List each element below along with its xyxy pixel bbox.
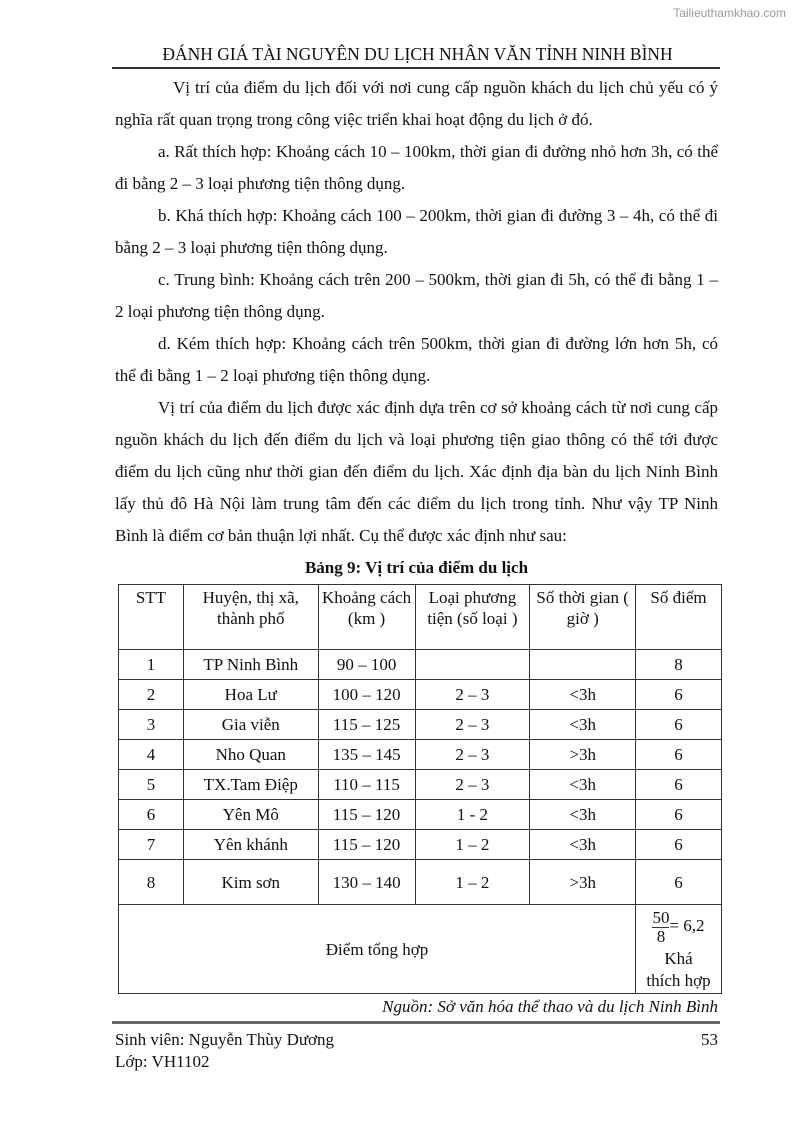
table-cell: 2 – 3 [415,740,530,770]
table-cell: 115 – 120 [318,800,415,830]
table-source: Nguồn: Sở văn hóa thể thao và du lịch Ninh Bình [382,997,718,1016]
table-cell: Gia viễn [183,710,318,740]
table-cell: <3h [530,770,636,800]
table-cell: Nho Quan [183,740,318,770]
table-cell: 3 [119,710,184,740]
page-number: 53 [701,1030,718,1049]
watermark: Tailieuthamkhao.com [673,6,786,20]
table-cell: 6 [636,830,722,860]
table-row [119,860,722,905]
summary-formula [652,908,705,946]
header-rule [112,67,720,69]
table-cell: 5 [119,770,184,800]
table-cell: 115 – 125 [318,710,415,740]
table-row [119,650,722,680]
table-cell: 100 – 120 [318,680,415,710]
table-cell [415,650,530,680]
table-cell: 1 - 2 [415,800,530,830]
table-cell: 130 – 140 [318,860,415,905]
table-cell: Yên khánh [183,830,318,860]
paragraph: d. Kém thích hợp: Khoảng cách trên 500km, thời gian đi đường lớn hơn 5h, có thể đi bằng 1 – 2 loại phương tiện thông dụng. [115,334,718,385]
column-header: Khoảng cách (km ) [318,585,415,650]
table-cell: 4 [119,740,184,770]
table-cell: 2 – 3 [415,680,530,710]
table-cell: <3h [530,710,636,740]
table-cell: <3h [530,680,636,710]
footer [115,1029,718,1073]
footer-student: Sinh viên: Nguyễn Thùy Dương [115,1030,335,1049]
table-cell [530,650,636,680]
table-row [119,680,722,710]
summary-rating: Khá thích hợp [646,949,711,990]
table-cell: <3h [530,800,636,830]
table-cell: Yên Mô [183,800,318,830]
table-cell: 2 [119,680,184,710]
page-content [115,72,722,1073]
table-cell: 115 – 120 [318,830,415,860]
table-cell: 1 – 2 [415,830,530,860]
paragraph: c. Trung bình: Khoảng cách trên 200 – 500km, thời gian đi 5h, có thể đi bằng 1 – 2 loại phương tiện thông dụng. [115,270,718,321]
table-cell: 90 – 100 [318,650,415,680]
paragraph: Vị trí của điểm du lịch được xác định dựa trên cơ sở khoảng cách từ nơi cung cấp nguồn khách du lịch đến điểm du lịch và loại phương tiện giao thông có thể tới được điểm du lịch cũng như thời gian đến điểm du lịch. Xác định địa bàn du lịch Ninh Bình lấy thủ đô Hà Nội làm trung tâm đến các điểm du lịch trong tỉnh. Như vậy TP Ninh Bình là điểm cơ bản thuận lợi nhất. Cụ thể được xác định như sau: [115,398,718,545]
table-cell: 1 [119,650,184,680]
body-text [115,72,718,552]
table-cell: 1 – 2 [415,860,530,905]
column-header: Số điểm [636,585,722,650]
table-cell: 8 [636,650,722,680]
table-cell: TP Ninh Bình [183,650,318,680]
table-cell: 6 [636,680,722,710]
table-cell: 2 – 3 [415,710,530,740]
summary-result: = 6,2 [669,916,705,936]
summary-label: Điểm tổng hợp [119,905,636,994]
column-header: STT [119,585,184,650]
table-row [119,770,722,800]
table-row [119,710,722,740]
table-cell: 110 – 115 [318,770,415,800]
denominator: 8 [656,927,666,946]
location-table [118,584,722,994]
table-cell: TX.Tam Điệp [183,770,318,800]
summary-row [119,905,722,994]
table-cell: 135 – 145 [318,740,415,770]
column-header: Loại phương tiện (số loại ) [415,585,530,650]
table-header-row [119,585,722,650]
table-cell: 6 [636,740,722,770]
table-cell: <3h [530,830,636,860]
table-cell: Kim sơn [183,860,318,905]
table-row [119,800,722,830]
table-cell: 7 [119,830,184,860]
footer-class: Lớp: VH1102 [115,1052,210,1071]
table-cell: >3h [530,860,636,905]
table-cell: 8 [119,860,184,905]
table-cell: 2 – 3 [415,770,530,800]
table-cell: 6 [636,710,722,740]
fraction [652,909,669,946]
column-header: Số thời gian ( giờ ) [530,585,636,650]
table-cell: 6 [636,860,722,905]
paragraph: b. Khá thích hợp: Khoảng cách 100 – 200km, thời gian đi đường 3 – 4h, có thể đi bằng 2 – 3 loại phương tiện thông dụng. [115,206,718,257]
summary-score [636,905,722,994]
footer-rule [112,1021,720,1024]
table-cell: 6 [636,770,722,800]
table-row [119,740,722,770]
table-cell: Hoa Lư [183,680,318,710]
table-cell: 6 [636,800,722,830]
table-cell: >3h [530,740,636,770]
column-header: Huyện, thị xã, thành phố [183,585,318,650]
numerator: 50 [652,908,670,927]
table-cell: 6 [119,800,184,830]
paragraph: a. Rất thích hợp: Khoảng cách 10 – 100km, thời gian đi đường nhỏ hơn 3h, có thể đi bằng 2 – 3 loại phương tiện thông dụng. [115,142,718,193]
table-caption: Bảng 9: Vị trí của điểm du lịch [304,558,529,577]
paragraph: Vị trí của điểm du lịch đối với nơi cung cấp nguồn khách du lịch chủ yếu có ý nghĩa rất quan trọng trong công việc triển khai hoạt động du lịch ở đó. [115,78,718,129]
table-row [119,830,722,860]
running-header: ĐÁNH GIÁ TÀI NGUYÊN DU LỊCH NHÂN VĂN TỈNH NINH BÌNH [162,44,673,64]
